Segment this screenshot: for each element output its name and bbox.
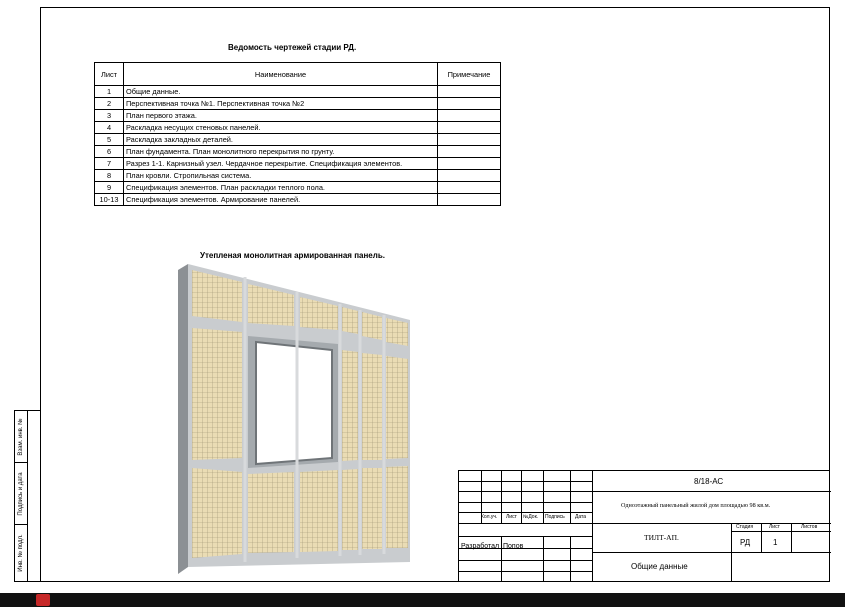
side-label-signature-date: Подпись и дата	[18, 471, 24, 516]
col-header-note: Примечание	[438, 63, 501, 86]
developed-name: Попов	[503, 543, 524, 550]
row-sheet: 9	[95, 182, 124, 194]
table-row	[95, 194, 501, 206]
table-row	[95, 170, 501, 182]
col-label-signature: Подпись	[545, 514, 565, 520]
col-header-sheet: Лист	[95, 63, 124, 86]
project-name: Одноэтажный панельный жилой дом площадью 98 кв.м.	[621, 502, 771, 509]
side-cell-inv-replacement	[15, 411, 27, 463]
row-note	[438, 182, 501, 194]
document-code: 8/18-АС	[694, 477, 724, 486]
insulated-panel-illustration	[172, 262, 422, 574]
row-sheet: 8	[95, 170, 124, 182]
sheet-value: 1	[773, 538, 778, 547]
table-row	[95, 86, 501, 98]
table-row	[95, 122, 501, 134]
taskbar	[0, 593, 845, 607]
row-note	[438, 134, 501, 146]
row-note	[438, 122, 501, 134]
developed-label: Разработал	[461, 543, 500, 550]
row-sheet: 1	[95, 86, 124, 98]
row-sheet: 5	[95, 134, 124, 146]
col-label-doc-no: №Док.	[523, 514, 539, 520]
side-label-inv-replacement: Взам. инв. №	[18, 417, 24, 456]
table-row	[95, 134, 501, 146]
table-row	[95, 110, 501, 122]
register-header-row	[95, 63, 501, 86]
panel-right-mesh-columns	[342, 350, 408, 461]
col-label-sheet: Лист	[506, 514, 517, 520]
sheets-label: Листов	[801, 524, 818, 530]
row-name: Раскладка несущих стеновых панелей.	[124, 122, 438, 134]
window-opening	[256, 342, 332, 464]
register-title: Ведомость чертежей стадии РД.	[228, 43, 357, 52]
panel-side-face	[178, 264, 188, 574]
row-name: План фундамента. План монолитного перекрытия по грунту.	[124, 146, 438, 158]
title-block	[458, 470, 830, 582]
row-sheet: 4	[95, 122, 124, 134]
organization-name: ТИЛТ-АП.	[644, 533, 679, 542]
col-header-name: Наименование	[124, 63, 438, 86]
side-label-inv-original: Инв. № подл.	[18, 534, 24, 572]
row-name: Спецификация элементов. План раскладки теплого пола.	[124, 182, 438, 194]
row-name: План кровли. Стропильная система.	[124, 170, 438, 182]
row-name: Разрез 1-1. Карнизный узел. Чердачное перекрытие. Спецификация элементов.	[124, 158, 438, 170]
panel-bottom-mesh-row	[192, 466, 408, 558]
table-row	[95, 158, 501, 170]
side-cell-inv-original	[15, 525, 27, 581]
row-sheet: 10-13	[95, 194, 124, 206]
row-name: Раскладка закладных деталей.	[124, 134, 438, 146]
row-sheet: 7	[95, 158, 124, 170]
row-note	[438, 146, 501, 158]
row-note	[438, 86, 501, 98]
side-stamp-strip	[14, 410, 40, 582]
row-note	[438, 110, 501, 122]
panel-caption: Утепленая монолитная армированная панель.	[200, 251, 385, 260]
stage-label: Стадия	[736, 524, 754, 530]
row-name: Перспективная точка №1. Перспективная точка №2	[124, 98, 438, 110]
row-note	[438, 170, 501, 182]
table-row	[95, 98, 501, 110]
row-sheet: 3	[95, 110, 124, 122]
col-label-qty: Кол.уч.	[481, 514, 498, 520]
sheet-title: Общие данные	[631, 562, 688, 571]
sheet-label: Лист	[769, 524, 780, 530]
panel-left-mesh-column	[192, 328, 242, 460]
row-name: План первого этажа.	[124, 110, 438, 122]
stage-value: РД	[740, 538, 751, 547]
row-sheet: 6	[95, 146, 124, 158]
side-cell-signature-date	[15, 463, 27, 525]
app-icon[interactable]	[36, 594, 50, 606]
table-row	[95, 146, 501, 158]
col-label-date: Дата	[575, 514, 587, 520]
row-note	[438, 194, 501, 206]
row-note	[438, 158, 501, 170]
row-sheet: 2	[95, 98, 124, 110]
row-note	[438, 98, 501, 110]
row-name: Общие данные.	[124, 86, 438, 98]
drawings-register-table	[94, 62, 501, 206]
table-row	[95, 182, 501, 194]
row-name: Спецификация элементов. Армирование панелей.	[124, 194, 438, 206]
